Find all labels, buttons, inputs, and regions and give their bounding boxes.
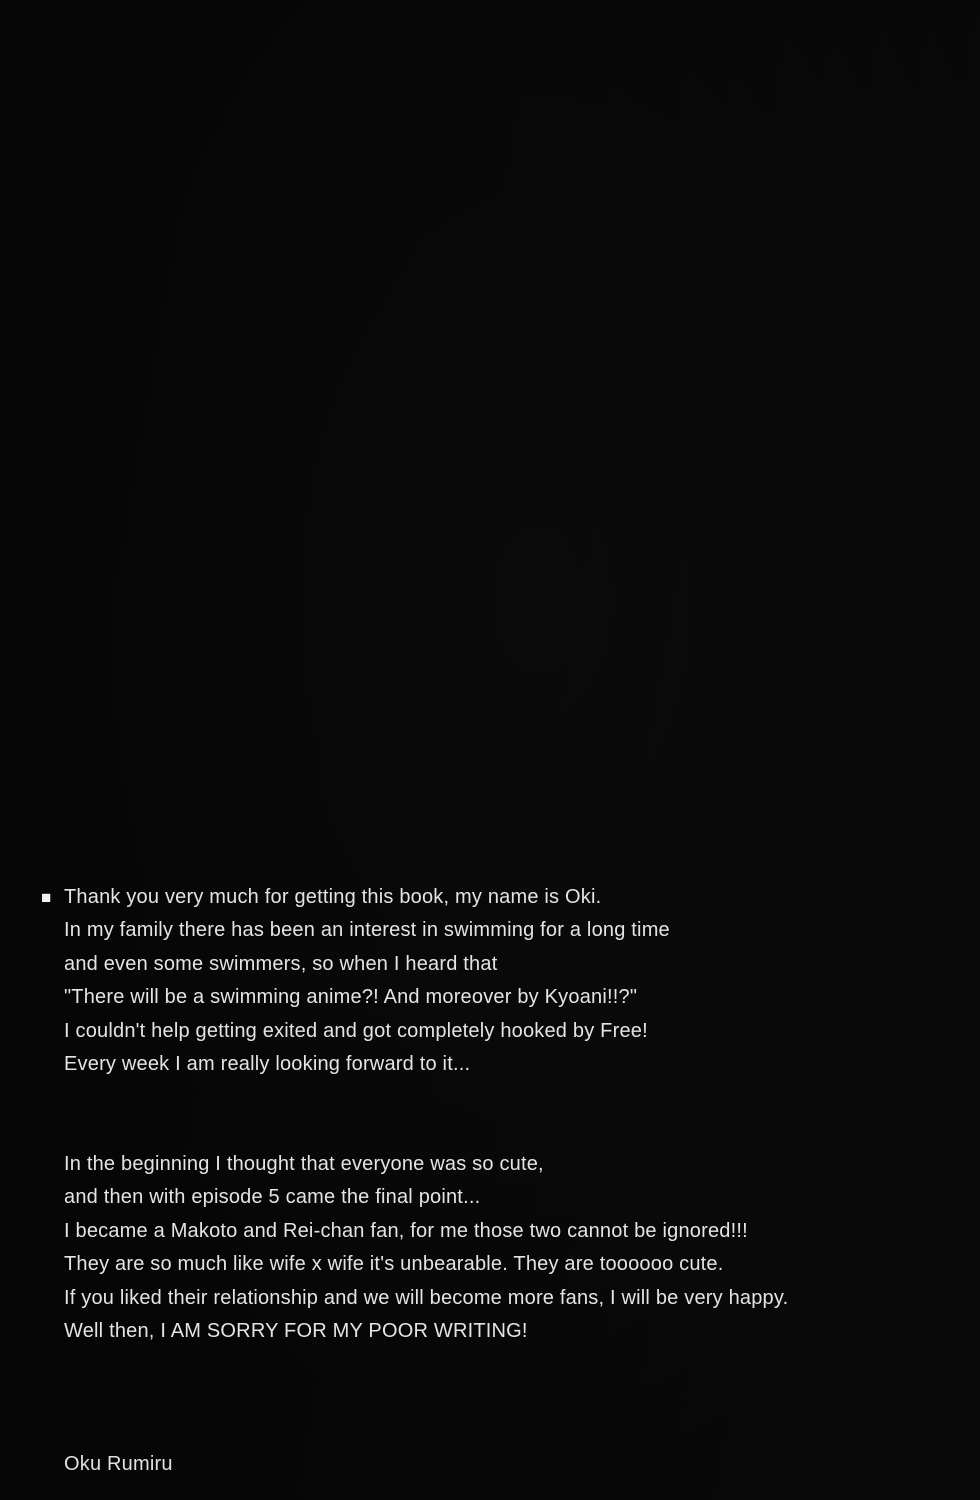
afterword-line: and then with episode 5 came the final point... bbox=[64, 1186, 481, 1209]
afterword-line: I couldn't help getting exited and got completely hooked by Free! bbox=[64, 1019, 648, 1042]
author-signature: Oku Rumiru bbox=[64, 1453, 173, 1475]
afterword-paragraph-1 bbox=[41, 881, 670, 1081]
afterword-line: Well then, I AM SORRY FOR MY POOR WRITING! bbox=[64, 1320, 528, 1343]
afterword-line: They are so much like wife x wife it's unbearable. They are toooooo cute. bbox=[64, 1253, 724, 1276]
afterword-line: Thank you very much for getting this book, my name is Oki. bbox=[64, 886, 602, 908]
afterword-line: Every week I am really looking forward to it... bbox=[64, 1053, 471, 1076]
afterword-line: In the beginning I thought that everyone was so cute, bbox=[64, 1153, 544, 1175]
afterword-line: "There will be a swimming anime?! And moreover by Kyoani!!?" bbox=[64, 986, 638, 1009]
afterword-line: I became a Makoto and Rei-chan fan, for me those two cannot be ignored!!! bbox=[64, 1219, 748, 1242]
afterword-line: If you liked their relationship and we will become more fans, I will be very happy. bbox=[64, 1286, 789, 1309]
square-bullet-icon: ■ bbox=[41, 888, 52, 907]
afterword-line: and even some swimmers, so when I heard that bbox=[64, 952, 498, 975]
afterword-line: In my family there has been an interest in swimming for a long time bbox=[64, 919, 670, 942]
afterword-paragraph-2 bbox=[64, 1148, 788, 1348]
